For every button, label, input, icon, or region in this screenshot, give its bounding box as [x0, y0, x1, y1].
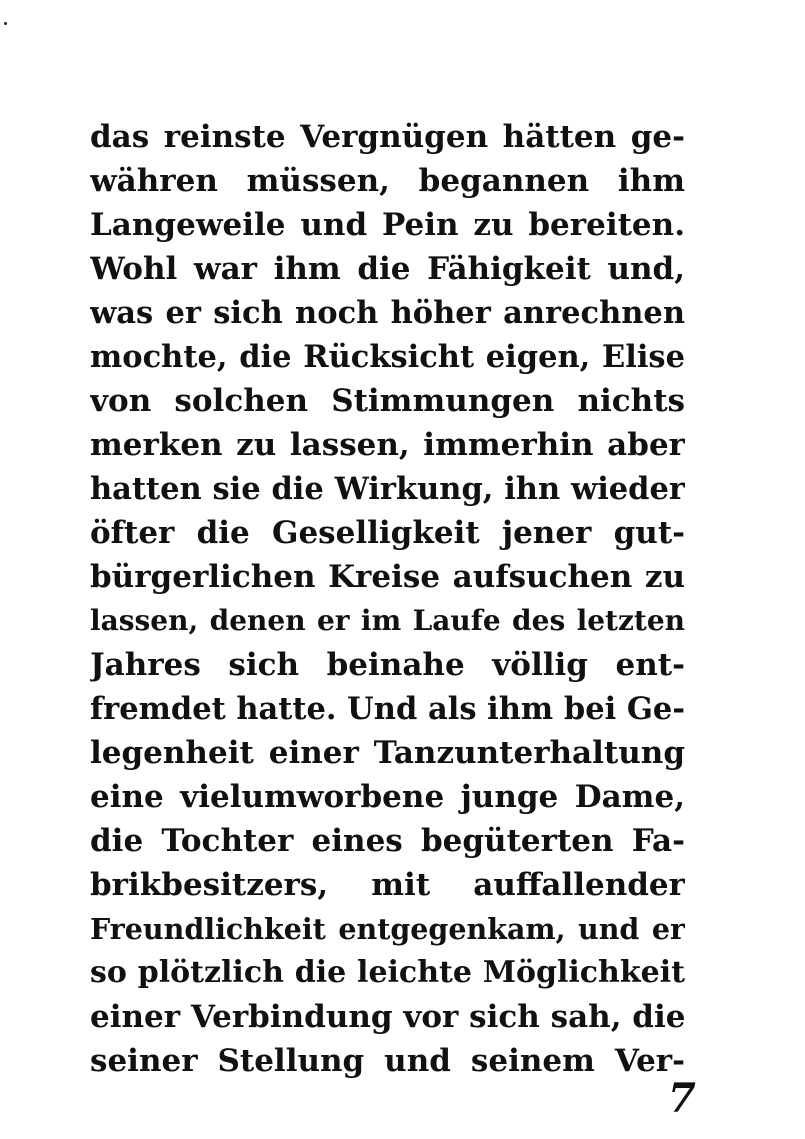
text-line: Wohl war ihm die Fähigkeit und,: [90, 251, 685, 287]
text-line: merken zu lassen, immerhin aber: [90, 427, 685, 463]
text-line: hatten sie die Wirkung, ihn wieder: [90, 471, 685, 507]
text-line: legenheit einer Tanzunterhaltung: [90, 735, 685, 771]
text-line: einer Verbindung vor sich sah, die: [90, 999, 685, 1035]
text-line: das reinste Vergnügen hätten ge-: [90, 119, 685, 155]
text-line: mochte, die Rücksicht eigen, Elise: [90, 339, 685, 375]
page-number: 7: [668, 1075, 696, 1122]
text-line: lassen, denen er im Laufe des letzten: [90, 604, 685, 637]
scan-speck: [4, 22, 7, 25]
text-line: so plötzlich die leichte Möglichkeit: [90, 955, 685, 990]
text-line: von solchen Stimmungen nichts: [90, 383, 685, 419]
text-line: die Tochter eines begüterten Fa-: [90, 823, 685, 859]
text-line: Jahres sich beinahe völlig ent-: [90, 647, 685, 683]
text-line: seiner Stellung und seinem Ver-: [90, 1043, 685, 1079]
text-line: fremdet hatte. Und als ihm bei Ge-: [90, 691, 685, 727]
text-line: Freundlichkeit entgegenkam, und er: [90, 912, 685, 946]
text-line: Langeweile und Pein zu bereiten.: [90, 207, 685, 243]
body-text: [90, 115, 685, 1083]
text-line: öfter die Geselligkeit jener gut-: [90, 515, 685, 551]
text-line: was er sich noch höher anrechnen: [90, 295, 685, 331]
text-line: brikbesitzers, mit auffallender: [90, 867, 685, 903]
text-line: währen müssen, begannen ihm: [90, 163, 685, 199]
text-line: eine vielumworbene junge Dame,: [90, 779, 685, 815]
text-line: bürgerlichen Kreise aufsuchen zu: [90, 559, 685, 595]
